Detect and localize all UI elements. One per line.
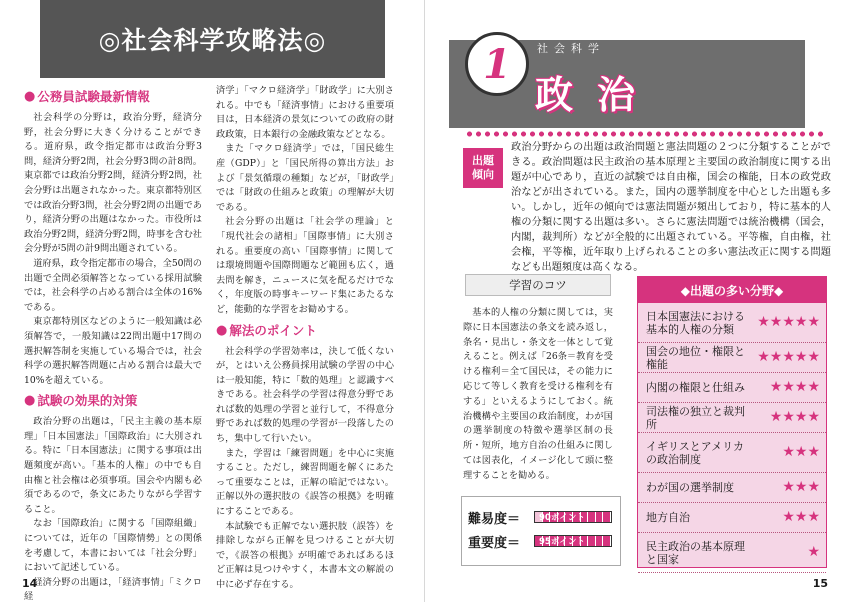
paragraph: 政治分野の出題は，「民主主義の基本原理」「日本国憲法」「国際政治」に大別される。特に「日本国憲法」に関する事項は出題頻度が高い。「基本的人権」の中でも自由権と社会権は必須事項。国会や内閣も必須であるので，条文にあたりながら学習すること。 — [24, 416, 202, 515]
star-rating: ★★★ — [782, 479, 820, 495]
paragraph: 社会科学の学習効率は，決して低くないが，とはいえ公務員採用試験の学習の中心は一般知能，特に「数的処理」と認識すべきである。社会科学の学習は得意分野であれば数的処理の学習と並行して，不得意分野であれば数的処理の学習が一段落したのち，集中して行いたい。 — [216, 345, 394, 445]
strategy-banner: ◎社会科学攻略法◎ — [40, 0, 385, 78]
meter-row — [468, 505, 614, 529]
left-column-2 — [216, 84, 394, 590]
trend-label — [463, 148, 503, 188]
paragraph: 済学」「マクロ経済学」「財政学」に大別される。中でも「経済事情」における重要項目は，日本経済の景気についての政府の財政政策，日本銀行の金融政策などとなる。 — [216, 85, 394, 140]
field-row — [638, 433, 826, 473]
tips-text — [463, 306, 613, 481]
field-row — [638, 473, 826, 503]
meter-segment — [603, 512, 611, 522]
section-title: 試験の効果的対策 — [37, 393, 138, 409]
paragraph: また「マクロ経済学」では，「国民総生産（GDP）」と「国民所得の算出方法」および「景気循環の種類」などが，「財政学」では「財政の仕組みと政策」の理解が大切である。 — [216, 143, 394, 213]
meter-segment — [588, 536, 596, 546]
field-name: 日本国憲法における基本的人権の分類 — [646, 309, 745, 336]
paragraph: なお「国際政治」に関する「国際組織」については，近年の「国際情勢」との関係を考慮して，本書においては「社会分野」において記述している。 — [24, 518, 202, 574]
field-row — [638, 503, 826, 533]
paragraph: 経済分野の出題は，「経済事情」「ミクロ経 — [24, 576, 202, 603]
page-number: 15 — [812, 577, 828, 590]
page-number: 14 — [22, 577, 38, 590]
field-name: 地方自治 — [646, 511, 690, 524]
meter-bar — [534, 511, 612, 523]
tips-heading: 学習のコツ — [465, 274, 611, 296]
field-row — [638, 403, 826, 433]
field-row — [638, 373, 826, 403]
bullet-icon: ● — [24, 393, 36, 409]
paragraph: 基本的人権の分類に関しては，実際に日本国憲法の条文を読み返し，条名・見出し・条文を一体として覚えること。例えば「26条＝教育を受ける権利＝全て国民は，その能力に応じて等しく教育を受ける権利を有する」といえるようにしておく。統治機構や主要国の政治制度，わが国の選挙制度の特徴や選挙区制の長所・短所，地方自治の仕組みに関しては図表化，イメージ化して頭に整理することを勧める。 — [463, 307, 613, 481]
star-rating: ★★★★★ — [757, 349, 820, 365]
frequent-fields-box — [637, 276, 827, 568]
section-title: 公務員試験最新情報 — [37, 89, 150, 104]
paragraph: 東京都特別区などのように一般知識は必須解答で，一般知識は22問出題中17問の選択解答制を実施している場合では，社会科学の選択解答問題に占める割合は最大で10%を超えている。 — [24, 316, 202, 386]
dotted-divider — [465, 130, 827, 138]
section-title: 解法のポイント — [229, 322, 317, 338]
field-row — [638, 343, 826, 373]
field-name: わが国の選挙制度 — [646, 481, 734, 494]
bullet-icon: ● — [24, 89, 36, 104]
meter-segment — [596, 536, 604, 546]
field-name: イギリスとアメリカの政治制度 — [646, 439, 745, 466]
field-row — [638, 303, 826, 343]
meter-row — [468, 529, 614, 553]
meter-bar — [534, 535, 612, 547]
field-name: 国会の地位・権限と権能 — [646, 344, 745, 371]
star-rating: ★★★★★ — [757, 314, 820, 330]
meter-segment — [603, 536, 611, 546]
star-rating: ★★★★ — [769, 379, 820, 395]
left-page — [0, 0, 425, 602]
bullet-icon: ● — [216, 322, 228, 338]
section-heading — [216, 323, 394, 339]
fields-heading: ◆出題の多い分野◆ — [638, 277, 826, 303]
star-rating: ★★★ — [782, 509, 820, 525]
field-list — [638, 303, 826, 573]
paragraph: 本試験でも正解でない選択肢（誤答）を排除しながら正解を見つけることが大切で，《誤答の根拠》が明確であればあるほど正解は見つけやすく，本書本文の解説の中に必ず存在する。 — [216, 520, 394, 590]
trend-text: 政治分野からの出題は政治問題と憲法問題の２つに分類することができる。政治問題は民主政治の基本原理と主要国の政治制度に関する出題が中心であり，直近の試験では自由権，国会の権能，日本の政党政治などが出されている。また，国内の選挙制度を中心とした出題も多い。しかし，近年の傾向では憲法問題が頻出しており，特に基本的人権の分類に関する出題は多い。さらに憲法問題では統治機構（国会，内閣，裁判所）などが全般的に出題されている。平等権，自由権，社会権，平等権，近年取り上げられることの多い憲法改正に関する問題なども出題頻度は高くなる。 — [511, 142, 831, 273]
trend-label-line: 傾向 — [472, 168, 494, 181]
paragraph: また，学習は「練習問題」を中心に実施すること。ただし，練習問題を解くにあたって重要なことは，正解の暗記ではない。正解以外の選択肢の《誤答の根拠》を明確にすることである。 — [216, 447, 394, 518]
right-page — [425, 0, 850, 602]
rating-meters — [461, 496, 621, 566]
field-row — [638, 533, 826, 573]
meter-segment — [588, 512, 596, 522]
meter-value: 95ポイント — [539, 537, 585, 547]
chapter-subject: 社会科学 — [537, 42, 605, 55]
field-name: 内閣の権限と仕組み — [646, 381, 745, 394]
field-name: 司法権の独立と裁判所 — [646, 404, 745, 431]
meter-label: 難易度＝ — [468, 511, 521, 527]
section-heading — [24, 393, 202, 409]
meter-label: 重要度＝ — [468, 535, 521, 551]
paragraph: 社会分野の出題は「社会学の理論」と「現代社会の諸相」「国際事情」に大別される。重要度の高い「国際事情」に関しては環境問題や国際問題など範囲も広く，過去問を解き，ニュースに気を配るだけでなく，年度版の時事キーワード集にあたるなど，能動的な学習をお勧めする。 — [216, 216, 394, 315]
meter-value: 90ポイント — [539, 513, 585, 523]
paragraph: 社会科学の分野は，政治分野，経済分野，社会分野に大きく分けることができる。道府県，政令指定都市は政治分野3問，経済分野2問，社会分野3問の計8問。東京都では政治分野2問，経済分野2問，社会分野は出題されなかった。東京都特別区では政治分野3問，社会分野2問の出題であり，経済分野の出題はなかった。市役所は政治分野2問，経済分野2問，時事を含む社会分野が5問の計9問出題されている。 — [24, 112, 202, 255]
meter-segment — [596, 512, 604, 522]
chapter-title: 政治 — [535, 73, 660, 117]
field-name: 民主政治の基本原理と国家 — [646, 539, 745, 566]
section-heading — [24, 89, 202, 105]
paragraph: 道府県，政令指定都市の場合，全50問の出題で全問必須解答となっている採用試験では，社会科学の占める割合は全体の16%である。 — [24, 257, 202, 313]
star-rating: ★ — [807, 544, 820, 560]
chapter-number: 1 — [465, 32, 529, 96]
star-rating: ★★★ — [782, 444, 820, 460]
trend-label-line: 出題 — [472, 154, 494, 167]
star-rating: ★★★★ — [769, 409, 820, 425]
